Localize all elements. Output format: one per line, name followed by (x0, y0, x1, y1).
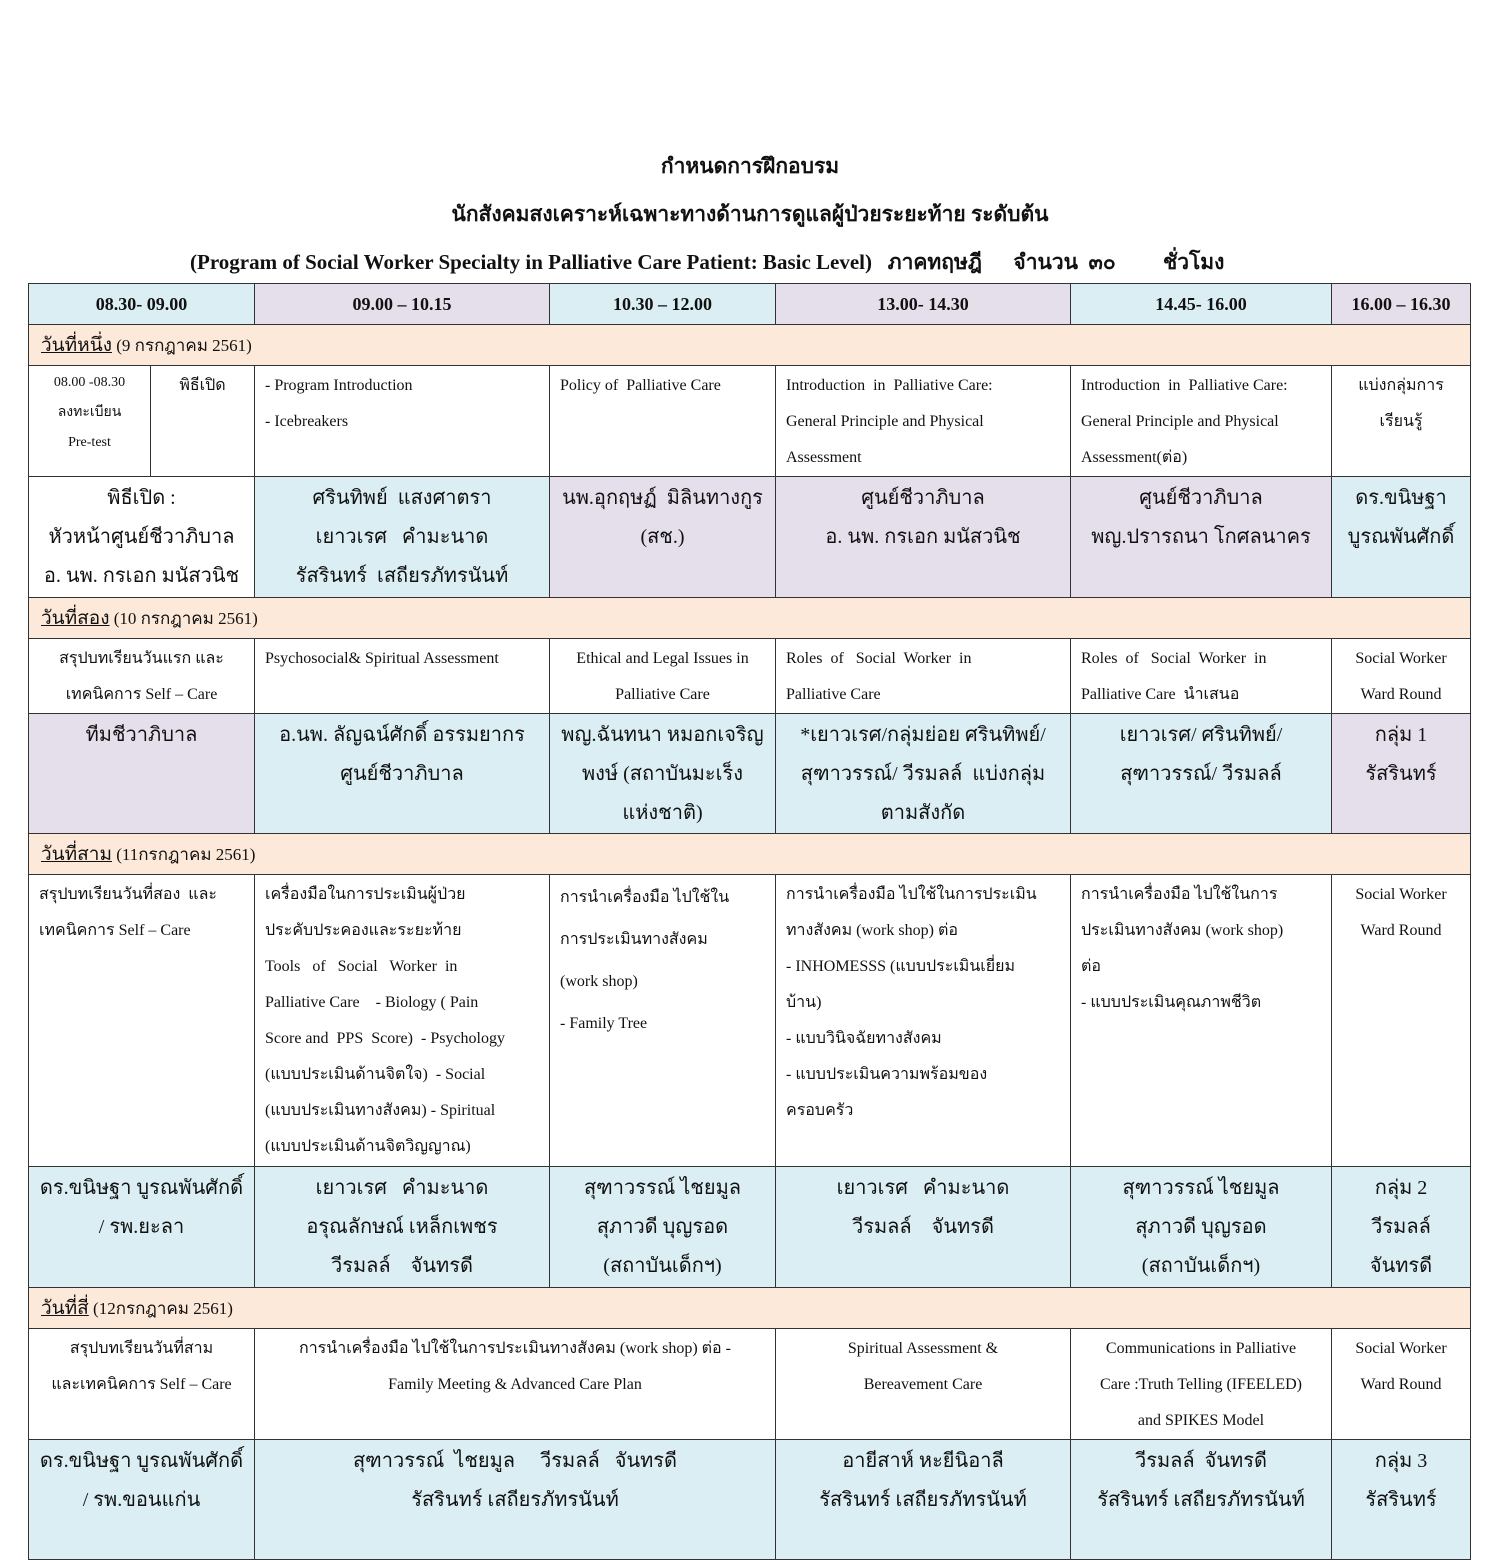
topic-line: ต่อ (1081, 958, 1101, 975)
speaker-cell (1071, 714, 1332, 834)
speaker-line: (สช.) (640, 526, 685, 548)
session-topic-cell (255, 639, 550, 714)
speaker-cell (550, 714, 776, 834)
session-topic-cell (776, 366, 1071, 477)
speaker-line: สุฑาวรรณ์/ วีรมลล์ แบ่งกลุ่ม (800, 763, 1046, 785)
topic-line: Ward Round (1360, 686, 1442, 703)
day-date: (12กรกฎาคม 2561) (93, 1299, 233, 1318)
day-label: วันที่หนึ่ง (41, 335, 112, 356)
topic-line: สรุปบทเรียนวันที่สาม (69, 1340, 214, 1357)
speaker-line: ศูนย์ชีวาภิบาล (861, 487, 985, 509)
speaker-cell (29, 477, 255, 598)
document-subtitle: นักสังคมสงเคราะห์เฉพาะทางด้านการดูแลผู้ป่วยระยะท้าย ระดับต้น (451, 202, 1049, 226)
speaker-line: / รพ.ยะลา (98, 1216, 185, 1238)
speaker-line: เยาวเรศ คำมะนาด (315, 1177, 489, 1199)
speaker-row (29, 1167, 1471, 1288)
topic-line: Bereavement Care (863, 1376, 983, 1393)
session-topic-cell (255, 875, 550, 1167)
speaker-line: วีรมลล์ จันทรดี (1135, 1450, 1267, 1472)
speaker-line: ดร.ขนิษฐา บูรณพันศักดิ์ (39, 1450, 244, 1472)
topic-line: Social Worker (1355, 650, 1447, 667)
speaker-line: แห่งชาติ) (622, 802, 703, 824)
topic-line: Palliative Care - Biology ( Pain (265, 994, 479, 1011)
speaker-line: / รพ.ขอนแก่น (82, 1489, 201, 1511)
topic-line: - INHOMESSS (แบบประเมินเยี่ยม (786, 958, 1016, 975)
session-topic-cell (1071, 366, 1332, 477)
topic-line: (แบบประเมินด้านจิตวิญญาณ) (265, 1138, 471, 1155)
session-topic-cell (776, 1329, 1071, 1440)
topic-line: - Icebreakers (265, 413, 349, 430)
session-topic-cell (151, 366, 255, 477)
time-slot-header: 13.00- 14.30 (776, 284, 1071, 325)
session-topic-row (29, 366, 1471, 477)
speaker-cell (776, 714, 1071, 834)
topic-line: Introduction in Palliative Care: (1081, 377, 1288, 394)
topic-line: การนำเครื่องมือ ไปใช้ในการประเมิน (786, 886, 1037, 903)
topic-line: สรุปบทเรียนวันที่สอง และ (39, 886, 217, 903)
speaker-row (29, 477, 1471, 598)
speaker-line: สุฑาวรรณ์/ วีรมลล์ (1120, 763, 1282, 785)
session-topic-row (29, 875, 1471, 1167)
topic-line: Psychosocial& Spiritual Assessment (265, 650, 499, 667)
speaker-line: ดร.ขนิษฐา (1355, 487, 1447, 509)
day-heading (29, 834, 1471, 875)
speaker-line: อายีสาห์ หะยีนิอาลี (842, 1450, 1004, 1472)
time-header-row (29, 284, 1471, 325)
topic-line: 08.00 -08.30 (53, 375, 126, 390)
speaker-line: พงษ์ (สถาบันมะเร็ง (582, 763, 743, 785)
topic-line: and SPIKES Model (1137, 1412, 1265, 1429)
topic-line: Spiritual Assessment & (847, 1340, 999, 1357)
session-topic-cell (255, 366, 550, 477)
day-label: วันที่สอง (41, 608, 110, 629)
speaker-line: ตามสังกัด (880, 802, 966, 824)
document-title: กำหนดการฝึกอบรม (660, 154, 840, 178)
speaker-line: วีรมลล์ จันทรดี (331, 1255, 473, 1277)
time-slot-header: 14.45- 16.00 (1071, 284, 1332, 325)
topic-line: การนำเครื่องมือ ไปใช้ในการประเมินทางสังคม (work shop) ต่อ - (299, 1340, 731, 1357)
speaker-line: สุฑาวรรณ์ ไชยมูล วีรมลล์ จันทรดี (352, 1450, 678, 1472)
session-topic-cell (29, 1329, 255, 1440)
speaker-cell (776, 1167, 1071, 1288)
speaker-line: พญ.ปรารถนา โกศลนาคร (1091, 526, 1311, 548)
topic-line: Ward Round (1360, 922, 1442, 939)
day-row (29, 598, 1471, 639)
day-row (29, 1288, 1471, 1329)
speaker-line: รัสรินทร์ (1365, 763, 1437, 785)
speaker-line: ศรินทิพย์ แสงศาตรา (312, 487, 492, 509)
topic-line: Social Worker (1355, 1340, 1447, 1357)
topic-line: ลงทะเบียน (57, 405, 122, 420)
speaker-line: *เยาวเรศ/กลุ่มย่อย ศรินทิพย์/ (800, 724, 1046, 746)
speaker-cell (29, 1167, 255, 1288)
program-line: (Program of Social Worker Specialty in Palliative Care Patient: Basic Level) ภาคทฤษฎี จำนวน ๓๐ ชั่วโมง (190, 250, 1225, 274)
speaker-line: วีรมลล์ (1371, 1216, 1431, 1238)
day-date: (9 กรกฎาคม 2561) (116, 336, 252, 355)
topic-line: - Family Tree (560, 1015, 648, 1032)
schedule-table (28, 283, 1471, 1560)
time-slot-header: 10.30 – 12.00 (550, 284, 776, 325)
day-row (29, 325, 1471, 366)
time-slot-header: 16.00 – 16.30 (1332, 284, 1471, 325)
speaker-line: รัสรินทร์ เสถียรภัทรนันท์ (1097, 1489, 1305, 1511)
session-topic-cell (776, 639, 1071, 714)
session-topic-cell (29, 639, 255, 714)
topic-line: Introduction in Palliative Care: (786, 377, 993, 394)
time-slot-header: 09.00 – 10.15 (255, 284, 550, 325)
day-label: วันที่สี่ (41, 1298, 89, 1319)
topic-line: Ethical and Legal Issues in (576, 650, 749, 667)
topic-line: ทางสังคม (work shop) ต่อ (786, 922, 958, 939)
speaker-line: รัสรินทร์ เสถียรภัทรนันท์ (411, 1489, 619, 1511)
speaker-row (29, 714, 1471, 834)
topic-line: Assessment (786, 449, 862, 466)
speaker-line: ดร.ขนิษฐา บูรณพันศักดิ์ (39, 1177, 244, 1199)
speaker-cell (1071, 1167, 1332, 1288)
speaker-line: เยาวเรศ/ ศรินทิพย์/ (1119, 724, 1283, 746)
day-date: (11กรกฎาคม 2561) (116, 845, 256, 864)
session-topic-cell (1332, 875, 1471, 1167)
topic-line: ครอบครัว (786, 1102, 854, 1119)
speaker-cell (1071, 477, 1332, 598)
speaker-line: ทีมชีวาภิบาล (85, 724, 198, 746)
speaker-cell (1332, 1167, 1471, 1288)
day-row (29, 834, 1471, 875)
topic-line: การประเมินทางสังคม (560, 931, 708, 948)
session-topic-cell (29, 875, 255, 1167)
speaker-line: สุภาวดี บุญรอด (596, 1216, 729, 1238)
speaker-line: นพ.อุกฤษฏ์ มิลินทางกูร (562, 487, 763, 509)
session-topic-cell (1071, 639, 1332, 714)
day-heading (29, 598, 1471, 639)
topic-line: สรุปบทเรียนวันแรก และ (59, 650, 224, 667)
topic-line: - แบบประเมินความพร้อมของ (786, 1066, 988, 1083)
speaker-line: พญ.ฉันทนา หมอกเจริญ (561, 724, 764, 746)
topic-line: Palliative Care (786, 686, 881, 703)
speaker-line: หัวหน้าศูนย์ชีวาภิบาล (48, 526, 235, 548)
topic-line: (แบบประเมินทางสังคม) - Spiritual (265, 1102, 496, 1119)
topic-line: Palliative Care (615, 686, 710, 703)
speaker-line: สุฑาวรรณ์ ไชยมูล (1122, 1177, 1280, 1199)
day-date: (10 กรกฎาคม 2561) (113, 609, 258, 628)
topic-line: เรียนรู้ (1379, 413, 1423, 430)
speaker-cell (550, 1167, 776, 1288)
topic-line: Pre-test (68, 435, 111, 450)
speaker-line: กลุ่ม 3 (1374, 1450, 1428, 1472)
session-topic-cell (550, 366, 776, 477)
speaker-cell (1332, 477, 1471, 598)
speaker-cell (776, 477, 1071, 598)
speaker-line: ศูนย์ชีวาภิบาล (1139, 487, 1263, 509)
speaker-line: อรุณลักษณ์ เหล็กเพชร (306, 1216, 498, 1238)
topic-line: Care :Truth Telling (IFEELED) (1100, 1376, 1302, 1393)
speaker-cell (255, 714, 550, 834)
topic-line: เทคนิคการ Self – Care (65, 686, 218, 703)
session-topic-row (29, 639, 1471, 714)
speaker-cell (255, 1167, 550, 1288)
day-label: วันที่สาม (41, 844, 112, 865)
topic-line: Roles of Social Worker in (1081, 650, 1267, 667)
day-heading (29, 1288, 1471, 1329)
speaker-line: อ.นพ. ลัญฉน์ศักดิ์ อรรมยากร (279, 724, 525, 746)
session-topic-cell (776, 875, 1071, 1167)
topic-line: General Principle and Physical (1081, 413, 1279, 430)
topic-line: การนำเครื่องมือ ไปใช้ในการ (1081, 886, 1278, 903)
topic-line: Roles of Social Worker in (786, 650, 972, 667)
topic-line: บ้าน) (786, 994, 822, 1011)
topic-line: - แบบวินิจฉัยทางสังคม (786, 1030, 942, 1047)
session-topic-cell (1332, 366, 1471, 477)
speaker-line: เยาวเรศ คำมะนาด (836, 1177, 1010, 1199)
speaker-line: อ. นพ. กรเอก มนัสวนิช (825, 526, 1021, 548)
speaker-line: อ. นพ. กรเอก มนัสวนิช (43, 565, 240, 587)
speaker-line: รัสรินทร์ เสถียรภัทรนันท์ (295, 565, 509, 587)
topic-line: Ward Round (1360, 1376, 1442, 1393)
session-topic-cell (1332, 639, 1471, 714)
speaker-line: พิธีเปิด : (107, 487, 176, 509)
topic-line: การนำเครื่องมือ ไปใช้ใน (560, 889, 730, 906)
topic-line: และเทคนิคการ Self – Care (51, 1376, 232, 1393)
topic-line: Assessment(ต่อ) (1081, 449, 1188, 466)
session-topic-cell (1332, 1329, 1471, 1440)
day-heading (29, 325, 1471, 366)
speaker-line: รัสรินทร์ เสถียรภัทรนันท์ (819, 1489, 1027, 1511)
speaker-line: (สถาบันเด็กฯ) (603, 1255, 722, 1277)
topic-line: เทคนิคการ Self – Care (39, 922, 191, 939)
speaker-line: วีรมลล์ จันทรดี (852, 1216, 994, 1238)
speaker-line: จันทรดี (1369, 1255, 1433, 1277)
session-topic-row (29, 1329, 1471, 1440)
topic-line: (work shop) (560, 973, 638, 990)
speaker-cell (550, 477, 776, 598)
topic-line: Palliative Care นำเสนอ (1081, 686, 1240, 703)
speaker-cell (255, 477, 550, 598)
session-topic-cell (255, 1329, 776, 1440)
topic-line: Policy of Palliative Care (560, 377, 721, 394)
speaker-line: รัสรินทร์ (1365, 1489, 1437, 1511)
topic-line: Social Worker (1355, 886, 1447, 903)
topic-line: แบ่งกลุ่มการ (1358, 377, 1444, 394)
speaker-cell (29, 714, 255, 834)
topic-line: Score and PPS Score) - Psychology (265, 1030, 505, 1047)
topic-line: Communications in Palliative (1105, 1340, 1297, 1357)
topic-line: เครื่องมือในการประเมินผู้ป่วย (265, 886, 466, 903)
speaker-line: บูรณพันศักดิ์ (1347, 526, 1455, 548)
topic-line: ประเมินทางสังคม (work shop) (1081, 922, 1284, 939)
speaker-line: สุฑาวรรณ์ ไชยมูล (583, 1177, 742, 1199)
speaker-cell (1332, 714, 1471, 834)
session-topic-cell (550, 875, 776, 1167)
topic-line: Tools of Social Worker in (265, 958, 458, 975)
session-topic-cell (1071, 875, 1332, 1167)
session-topic-cell (550, 639, 776, 714)
topic-line: พิธีเปิด (179, 377, 226, 394)
session-topic-cell (29, 366, 151, 477)
topic-line: - Program Introduction (265, 377, 413, 394)
topic-line: General Principle and Physical (786, 413, 984, 430)
topic-line: - แบบประเมินคุณภาพชีวิต (1081, 994, 1262, 1011)
speaker-line: สุภาวดี บุญรอด (1135, 1216, 1267, 1238)
speaker-line: เยาวเรศ คำมะนาด (315, 526, 489, 548)
speaker-line: ศูนย์ชีวาภิบาล (340, 763, 464, 785)
speaker-line: กลุ่ม 1 (1374, 724, 1428, 746)
topic-line: Family Meeting & Advanced Care Plan (388, 1376, 642, 1393)
speaker-line: กลุ่ม 2 (1374, 1177, 1428, 1199)
speaker-line: (สถาบันเด็กฯ) (1141, 1255, 1261, 1277)
session-topic-cell (1071, 1329, 1332, 1440)
time-slot-header: 08.30- 09.00 (29, 284, 255, 325)
topic-line: (แบบประเมินด้านจิตใจ) - Social (265, 1066, 486, 1083)
topic-line: ประคับประคองและระยะท้าย (265, 922, 462, 939)
